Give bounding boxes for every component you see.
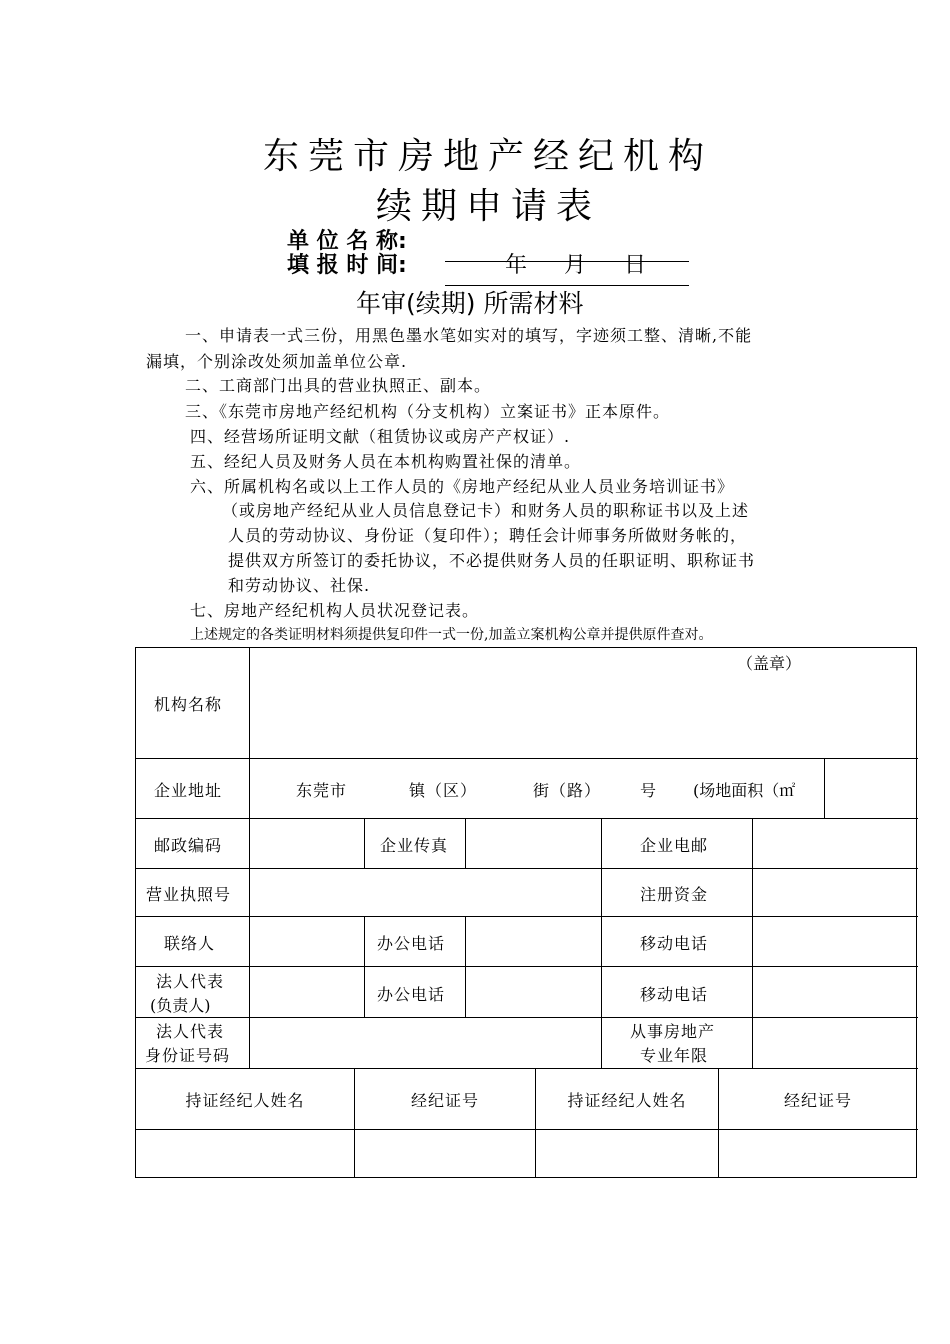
col-divider: [601, 818, 602, 1068]
unit-name-label: 单 位 名 称:: [287, 229, 407, 254]
material-item-1-cont: 漏填，个别涂改处须加盖单位公章.: [146, 352, 408, 371]
materials-note: 上述规定的各类证明材料须提供复印件一式一份,加盖立案机构公章并提供原件查对。: [190, 627, 713, 643]
col-divider: [364, 818, 365, 868]
legal-id-label-2: 身份证号码: [145, 1046, 231, 1065]
row-divider: [135, 1068, 918, 1069]
row-divider: [135, 758, 918, 759]
fill-time-label: 填 报 时 间:: [287, 253, 407, 278]
contact-mobile-label: 移动电话: [640, 934, 709, 953]
legal-rep-label-2: (负责人): [150, 996, 211, 1015]
material-item-1: 一、申请表一式三份，用黑色墨水笔如实对的填写，字迹须工整、清晰,不能: [185, 326, 753, 345]
agent-name-field-2[interactable]: [536, 1130, 717, 1177]
postcode-label: 邮政编码: [154, 836, 223, 855]
page-subtitle: 续期申请表: [376, 186, 602, 227]
address-area: (场地面积（㎡: [693, 781, 796, 800]
month-label: 月: [564, 253, 587, 278]
material-item-6-cont1: （或房地产经纪从业人员信息登记卡）和财务人员的职称证书以及上述: [222, 501, 750, 520]
org-name-label: 机构名称: [154, 695, 223, 714]
material-item-2: 二、工商部门出具的营业执照正、副本。: [185, 376, 492, 395]
contact-office-phone-label: 办公电话: [377, 934, 446, 953]
page-title: 东莞市房地产经纪机构: [263, 136, 714, 177]
years-field[interactable]: [753, 1018, 916, 1067]
agent-name-header-1: 持证经纪人姓名: [185, 1091, 305, 1110]
legal-id-label: 法人代表: [156, 1022, 225, 1041]
year-label: 年: [505, 253, 528, 278]
material-item-6-cont2: 人员的劳动协议、身份证（复印件）；聘任会计师事务所做财务帐的，: [228, 526, 748, 545]
years-label-2: 专业年限: [640, 1046, 709, 1065]
day-label: 日: [624, 253, 647, 278]
agent-cert-field-2[interactable]: [719, 1130, 916, 1177]
legal-mobile-field[interactable]: [753, 967, 916, 1016]
address-city: 东莞市: [296, 781, 348, 800]
contact-field[interactable]: [250, 917, 363, 965]
legal-rep-label: 法人代表: [156, 972, 225, 991]
seal-label: （盖章）: [737, 654, 802, 673]
legal-office-phone-label: 办公电话: [377, 985, 446, 1004]
agent-name-header-2: 持证经纪人姓名: [567, 1091, 687, 1110]
legal-mobile-label: 移动电话: [640, 985, 709, 1004]
years-label: 从事房地产: [630, 1022, 716, 1041]
agent-cert-header-2: 经纪证号: [783, 1091, 852, 1110]
email-label: 企业电邮: [640, 836, 709, 855]
col-divider: [364, 916, 365, 1017]
capital-field[interactable]: [753, 869, 916, 915]
material-item-3: 三、《东莞市房地产经纪机构（分支机构）立案证书》正本原件。: [185, 402, 671, 421]
legal-rep-field[interactable]: [250, 967, 363, 1016]
legal-office-phone-field[interactable]: [466, 967, 600, 1016]
agent-cert-field-1[interactable]: [355, 1130, 534, 1177]
material-item-6: 六、所属机构名或以上工作人员的《房地产经纪从业人员业务培训证书》: [190, 477, 735, 496]
license-label: 营业执照号: [146, 885, 232, 904]
address-number: 号: [640, 781, 658, 800]
material-item-6-cont4: 和劳动协议、社保.: [228, 576, 371, 595]
postcode-field[interactable]: [250, 819, 363, 867]
agent-name-field-1[interactable]: [136, 1130, 353, 1177]
address-label: 企业地址: [154, 781, 223, 800]
contact-mobile-field[interactable]: [753, 917, 916, 965]
material-item-4: 四、经营场所证明文献（租赁协议或房产产权证）.: [190, 427, 571, 446]
fax-label: 企业传真: [380, 836, 449, 855]
address-street: 街（路）: [533, 781, 602, 800]
agent-cert-header-1: 经纪证号: [410, 1091, 479, 1110]
address-town: 镇（区）: [409, 781, 478, 800]
email-field[interactable]: [753, 819, 916, 867]
capital-label: 注册资金: [640, 885, 709, 904]
org-name-field[interactable]: [250, 648, 916, 757]
area-field[interactable]: [825, 759, 916, 817]
material-item-6-cont3: 提供双方所签订的委托协议，不必提供财务人员的任职证明、职称证书: [228, 551, 756, 570]
contact-office-phone-field[interactable]: [466, 917, 600, 965]
material-item-7: 七、房地产经纪机构人员状况登记表。: [190, 601, 480, 620]
fax-field[interactable]: [466, 819, 600, 867]
license-field[interactable]: [250, 869, 600, 915]
contact-label: 联络人: [164, 934, 216, 953]
material-item-5: 五、经纪人员及财务人员在本机构购置社保的清单。: [190, 452, 582, 471]
legal-id-field[interactable]: [250, 1018, 600, 1067]
materials-heading: 年审(续期) 所需材料: [356, 289, 584, 318]
